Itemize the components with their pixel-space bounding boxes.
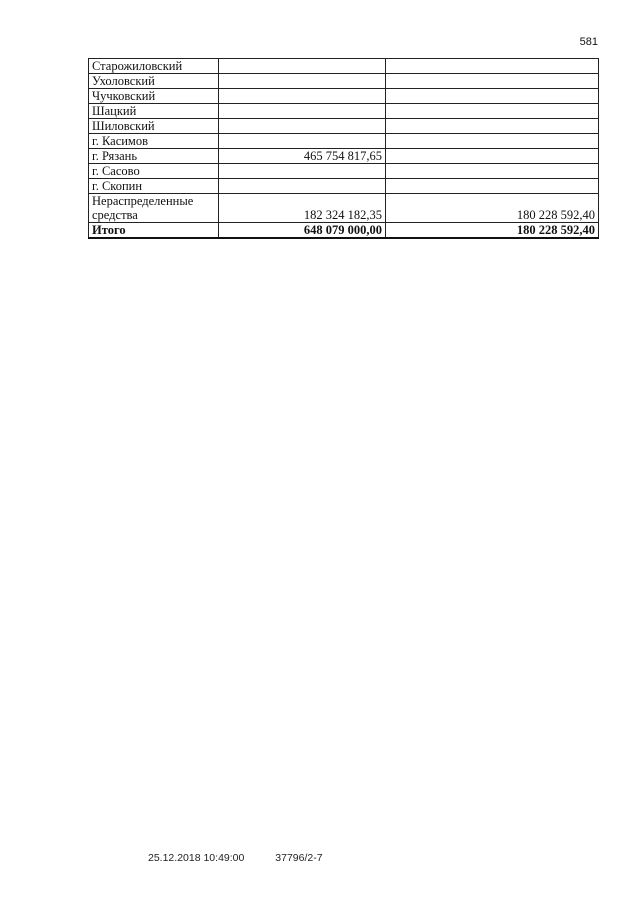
row-name: г. Касимов <box>89 134 219 149</box>
row-value-1: 465 754 817,65 <box>219 149 386 164</box>
row-name: Старожиловский <box>89 59 219 74</box>
table-row <box>89 59 599 74</box>
total-label: Итого <box>89 223 219 239</box>
total-row <box>89 223 599 239</box>
row-name: Шиловский <box>89 119 219 134</box>
row-value-1 <box>219 74 386 89</box>
row-value-1 <box>219 179 386 194</box>
row-value-1 <box>219 89 386 104</box>
row-value-2 <box>386 119 599 134</box>
row-name: Шацкий <box>89 104 219 119</box>
row-value-2 <box>386 179 599 194</box>
table-row <box>89 104 599 119</box>
row-value-2 <box>386 89 599 104</box>
row-value-1: 182 324 182,35 <box>219 194 386 223</box>
table-row <box>89 134 599 149</box>
footer <box>148 852 323 864</box>
table-row <box>89 74 599 89</box>
row-name: г. Сасово <box>89 164 219 179</box>
row-value-2 <box>386 134 599 149</box>
row-value-1 <box>219 59 386 74</box>
total-value-2: 180 228 592,40 <box>386 223 599 239</box>
row-name: г. Рязань <box>89 149 219 164</box>
row-value-2 <box>386 104 599 119</box>
row-value-2 <box>386 164 599 179</box>
table-row <box>89 194 599 223</box>
row-value-1 <box>219 119 386 134</box>
row-name: Чучковский <box>89 89 219 104</box>
page-number: 581 <box>579 36 598 48</box>
row-value-2: 180 228 592,40 <box>386 194 599 223</box>
budget-table <box>88 58 599 239</box>
row-name: г. Скопин <box>89 179 219 194</box>
row-value-1 <box>219 134 386 149</box>
row-name: Нераспределенные средства <box>89 194 219 223</box>
table-row <box>89 164 599 179</box>
total-value-1: 648 079 000,00 <box>219 223 386 239</box>
table-row <box>89 149 599 164</box>
row-name: Ухоловский <box>89 74 219 89</box>
row-value-1 <box>219 104 386 119</box>
row-value-2 <box>386 149 599 164</box>
footer-doc-id: 37796/2-7 <box>275 852 323 864</box>
footer-timestamp: 25.12.2018 10:49:00 <box>148 852 245 864</box>
table-row <box>89 89 599 104</box>
row-value-2 <box>386 74 599 89</box>
row-value-2 <box>386 59 599 74</box>
table-row <box>89 179 599 194</box>
row-value-1 <box>219 164 386 179</box>
table-row <box>89 119 599 134</box>
